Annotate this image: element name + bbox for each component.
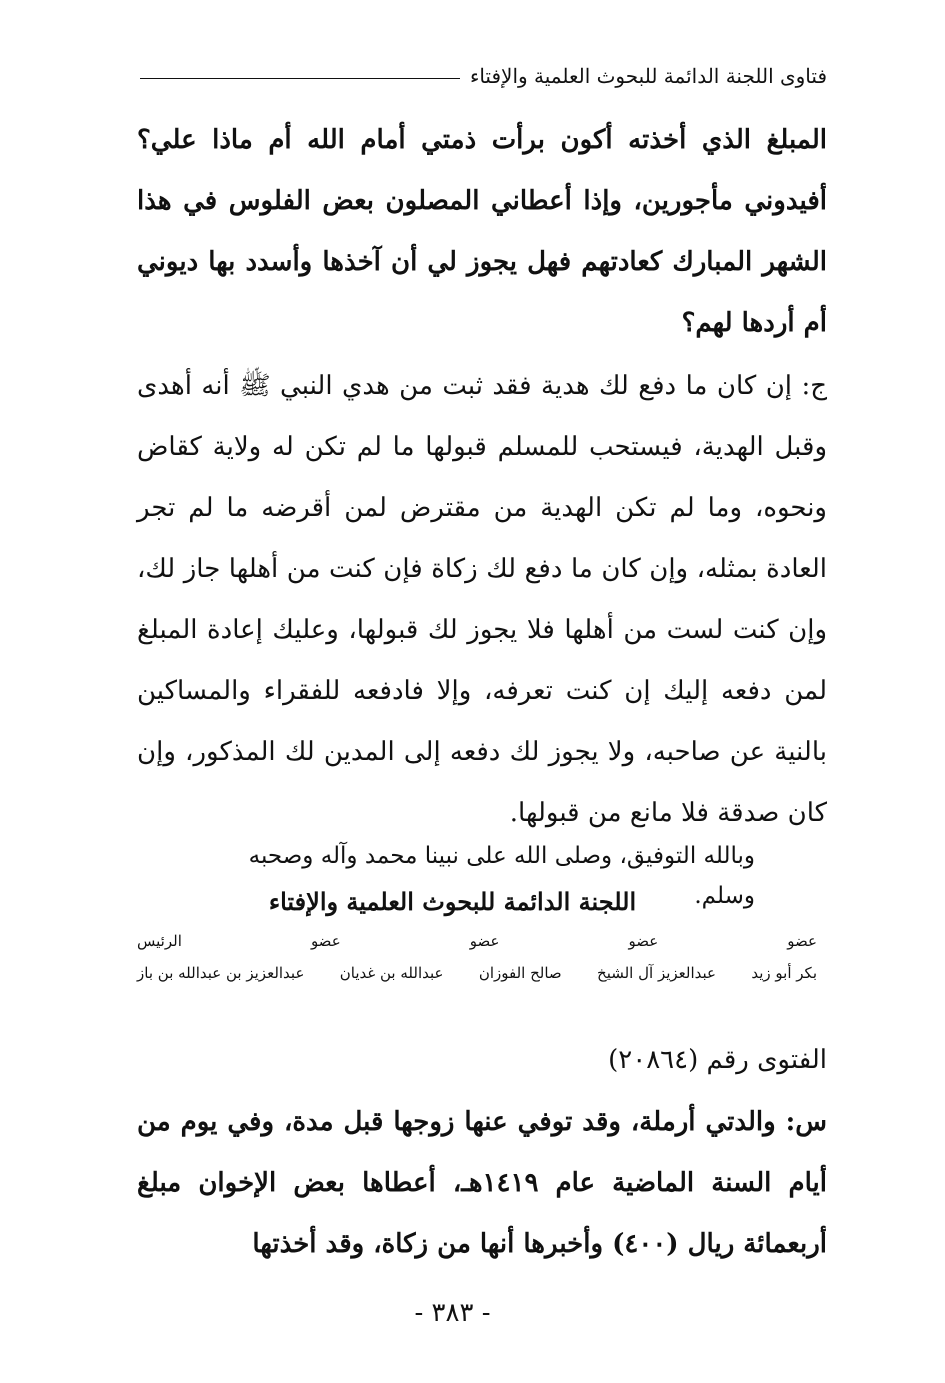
member-name: عبدالعزيز آل الشيخ xyxy=(597,964,716,982)
member-name: بكر أبو زيد xyxy=(751,964,817,982)
member-role: عضو xyxy=(469,932,500,950)
fatwa-number-heading: الفتوى رقم (٢٠٨٦٤) xyxy=(608,1045,827,1075)
closing-line: وبالله التوفيق، وصلى الله على نبينا محمد وآله وصحبه وسلم. xyxy=(248,843,755,909)
running-title: فتاوى اللجنة الدائمة للبحوث العلمية والإفتاء xyxy=(469,64,827,88)
chairman-name: عبدالعزيز بن عبدالله بن باز xyxy=(137,964,305,982)
committee-title: اللجنة الدائمة للبحوث العلمية والإفتاء xyxy=(268,887,637,916)
member-role: عضو xyxy=(628,932,659,950)
signatory-roles xyxy=(137,932,817,950)
question-1-text: المبلغ الذي أخذته أكون برأت ذمتي أمام الله أم ماذا علي؟ أفيدوني مأجورين، وإذا أعطاني المصلون بعض الفلوس في هذا الشهر المبارك كعادتهم فهل يجوز لي أن آخذها وأسدد بها ديوني أم أردها لهم؟ xyxy=(137,125,827,338)
member-role: عضو xyxy=(310,932,341,950)
member-name: صالح الفوزان xyxy=(478,964,562,982)
header-rule xyxy=(140,78,460,79)
member-name: عبدالله بن غديان xyxy=(339,964,444,982)
answer-1-text: ج: إن كان ما دفع لك هدية فقد ثبت من هدي النبي ﷺ أنه أهدى وقبل الهدية، فيستحب للمسلم قبولها ما لم تكن له ولاية كقاض ونحوه، وما لم تكن الهدية من مقترض لمن أقرضه ما لم تجر العادة بمثله، وإن كان ما دفع لك زكاة فإن كنت من أهلها جاز لك، وإن كنت لست من أهلها فلا يجوز لك قبولها، وعليك إعادة المبلغ لمن دفعه إليك إن كنت تعرفه، وإلا فادفعه للفقراء والمساكين بالنية عن صاحبه، ولا يجوز لك دفعه إلى المدين لك المذكور، وإن كان صدقة فلا مانع من قبولها. xyxy=(137,371,827,828)
member-role: عضو xyxy=(787,932,817,950)
chairman-role: الرئيس xyxy=(137,932,182,950)
question-2-text: س: والدتي أرملة، وقد توفي عنها زوجها قبل مدة، وفي يوم من أيام السنة الماضية عام ١٤١٩هـ، أعطاها بعض الإخوان مبلغ أربعمائة ريال (٤٠٠) وأخبرها أنها من زكاة، وقد أخذتها xyxy=(137,1107,827,1259)
page-number: - ٣٨٣ - xyxy=(414,1298,491,1328)
signatory-names xyxy=(137,964,817,982)
running-header xyxy=(140,58,827,94)
